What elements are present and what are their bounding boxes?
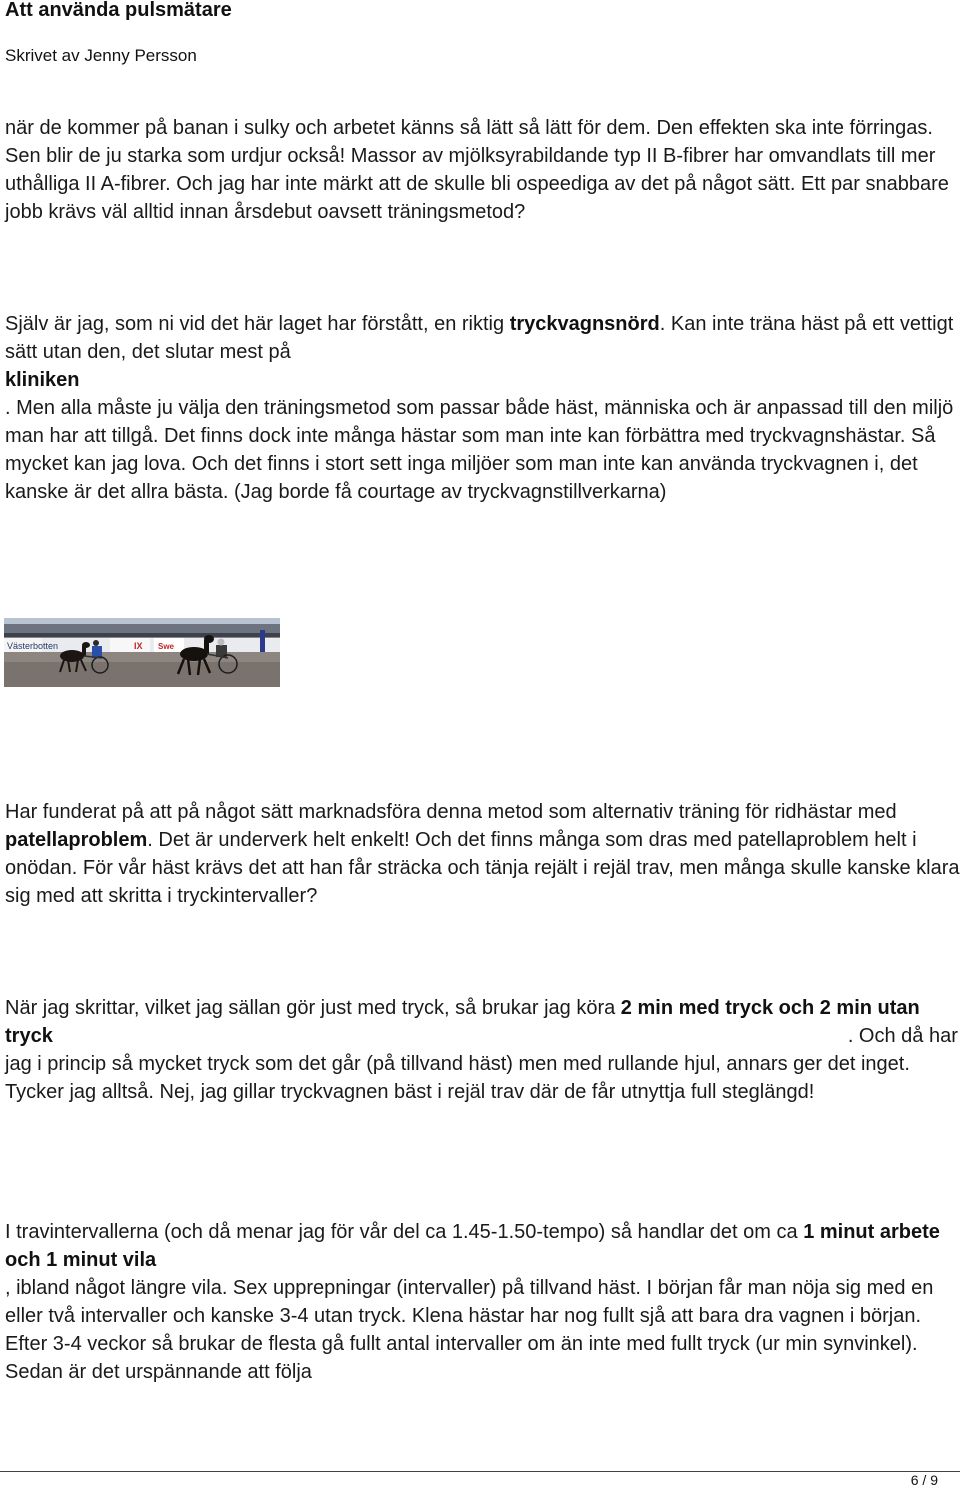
paragraph-2-text-a: Själv är jag, som ni vid det här laget har förstått, en riktig: [5, 313, 510, 335]
paragraph-5-text-c: , ibland något längre vila. Sex upprepningar (intervaller) på tillvand häst. I början får man nöja sig med en eller två intervaller och kanske 3-4 utan tryck. Klena hästar har nog fullt sjå att bara dra vagnen i början. Efter 3-4 veckor så brukar de flesta gå fullt antal intervaller om än inte med fullt tryck (ur min synvinkel). Sedan är det urspännande att följa: [5, 1277, 934, 1383]
page-number: 6 / 9: [910, 1472, 938, 1488]
harness-racing-illustration: [4, 618, 280, 687]
paragraph-3-text-c: . Det är underverk helt enkelt! Och det finns många som dras med patellaproblem helt i onödan. För vår häst krävs det att han får sträcka och tänja rejält i rejäl trav, men många skulle kanske klara sig med att skritta i tryckintervaller?: [5, 829, 960, 907]
paragraph-3: [5, 798, 960, 910]
paragraph-2-bold-kliniken: kliniken: [5, 369, 80, 391]
paragraph-4: [5, 994, 960, 1106]
paragraph-1: när de kommer på banan i sulky och arbetet känns så lätt så lätt för dem. Den effekten ska inte förringas. Sen blir de ju starka som urdjur också! Massor av mjölksyrabildande typ II B-fibrer har omvandlats till mer uthålliga II A-fibrer. Och jag har inte märkt att de skulle bli ospeediga av det på något sätt. Ett par snabbare jobb krävs väl alltid innan årsdebut oavsett träningsmetod?: [5, 117, 949, 223]
harness-racing-photo: [4, 618, 280, 687]
paragraph-5: [5, 1218, 960, 1386]
document-title: Att använda pulsmätare: [5, 0, 232, 21]
paragraph-4-bold-interval: 2 min med tryck och 2 min utan tryck: [5, 997, 920, 1047]
sign-text-vasterbotten: Västerbotten: [7, 641, 59, 651]
paragraph-3-text-a: Har funderat på att på något sätt marknadsföra denna metod som alternativ träning för ridhästar med: [5, 801, 897, 823]
track-foreground: [4, 662, 280, 687]
paragraph-3-bold-patellaproblem: patellaproblem: [5, 829, 148, 851]
paragraph-2-text-c: . Kan inte träna häst på ett vettigt sätt utan den, det slutar mest på: [5, 313, 954, 363]
paragraph-2: [5, 310, 960, 506]
grandstand-roof-shadow: [4, 633, 280, 637]
paragraph-2-bold-tryckvagnsnord: tryckvagnsnörd: [509, 313, 660, 335]
sign-text-ix: IX: [134, 641, 143, 651]
sign-panel-middle: [110, 638, 150, 652]
paragraph-2-text-e: . Men alla måste ju välja den träningsmetod som passar både häst, människa och är anpassad till den miljö man har att tillgå. Det finns dock inte många hästar som man inte kan förbättra med tryckvagnshästar. Så mycket kan jag lova. Och det finns i stort sett inga miljöer som man inte kan använda tryckvagnen i, det kanske är det allra bästa. (Jag borde få courtage av tryckvagnstillverkarna): [5, 397, 954, 503]
paragraph-4-text-c: . Och då har jag i princip så mycket tryck som det går (på tillvand häst) men med rullande hjul, annars ger det inget. Tycker jag alltså. Nej, jag gillar tryckvagnen bäst i rejäl trav där de får utnyttja full steglängd!: [5, 1025, 958, 1103]
paragraph-5-bold-interval: 1 minut arbete och 1 minut vila: [5, 1221, 940, 1271]
paragraph-5-text-a: I travintervallerna (och då menar jag för vår del ca 1.45-1.50-tempo) så handlar det om ca: [5, 1221, 804, 1243]
flag-pole: [260, 630, 265, 652]
sign-text-swe: Swe: [158, 642, 175, 651]
footer-divider: [0, 1471, 960, 1472]
paragraph-4-text-a: När jag skrittar, vilket jag sällan gör just med tryck, så brukar jag köra: [5, 997, 621, 1019]
document-author: Skrivet av Jenny Persson: [5, 46, 197, 65]
